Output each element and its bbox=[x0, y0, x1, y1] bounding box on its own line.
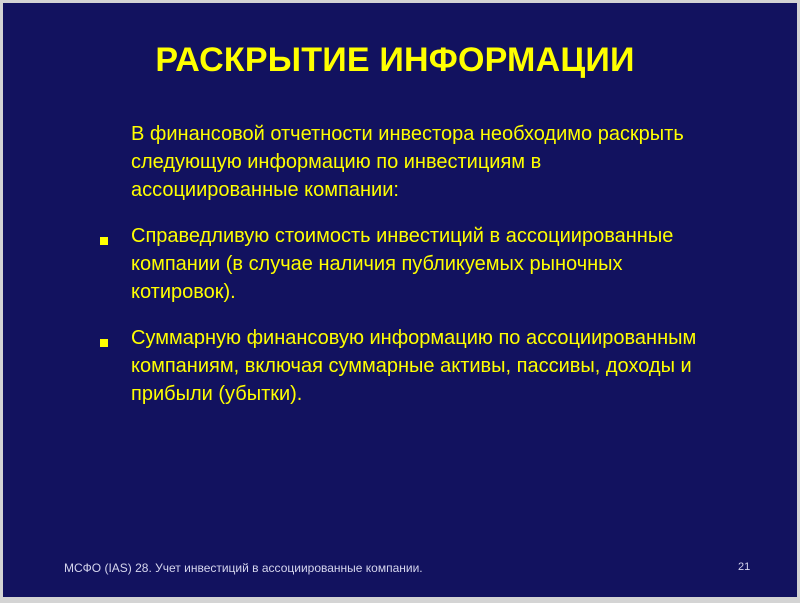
page-number: 21 bbox=[738, 561, 751, 573]
bullet-marker bbox=[100, 339, 108, 347]
slide-title-text: РАСКРЫТИЕ ИНФОРМАЦИИ bbox=[155, 41, 635, 79]
bullet-item-summary-info: Суммарную финансовую информацию по ассоциированным компаниям, включая суммарные активы, пассивы, доходы и прибыли (убытки). bbox=[131, 327, 697, 405]
footer-text: МСФО (IAS) 28. Учет инвестиций в ассоциированные компании. bbox=[64, 561, 423, 575]
bullet-item-fair-value: Справедливую стоимость инвестиций в ассоциированные компании (в случае наличия публикуемых рыночных котировок). bbox=[131, 225, 674, 303]
slide bbox=[3, 3, 797, 597]
bullet-marker bbox=[100, 237, 108, 245]
slide-title bbox=[3, 41, 797, 80]
intro-paragraph: В финансовой отчетности инвестора необходимо раскрыть следующую информацию по инвестициям в ассоциированные компании: bbox=[131, 123, 684, 201]
